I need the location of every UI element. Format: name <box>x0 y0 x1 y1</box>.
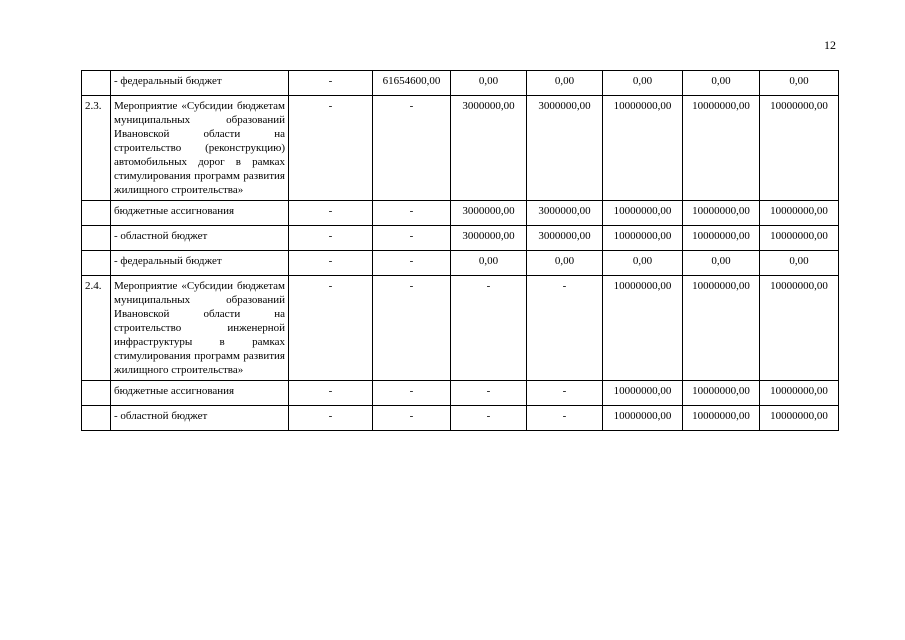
table-row <box>82 251 839 276</box>
value-cell: 10000000,00 <box>683 226 760 251</box>
value-cell: 10000000,00 <box>603 406 683 431</box>
value-cell: 10000000,00 <box>760 96 839 201</box>
value-cell: 10000000,00 <box>683 201 760 226</box>
value-cell: 0,00 <box>760 251 839 276</box>
value-cell: - <box>451 381 527 406</box>
value-cell: 3000000,00 <box>527 201 603 226</box>
budget-table <box>81 70 839 431</box>
value-cell: - <box>373 276 451 381</box>
value-cell: 61654600,00 <box>373 71 451 96</box>
value-cell: - <box>373 381 451 406</box>
value-cell: 10000000,00 <box>603 276 683 381</box>
value-cell: 10000000,00 <box>760 406 839 431</box>
row-name: Мероприятие «Субсидии бюджетам муниципальных образований Ивановской области на строительство инженерной инфраструктуры в рамках стимулирования программ развития жилищного строительства» <box>111 276 289 381</box>
value-cell: - <box>527 381 603 406</box>
row-name: Мероприятие «Субсидии бюджетам муниципальных образований Ивановской области на строительство (реконструкцию) автомобильных дорог в рамках стимулирования программ развития жилищного строительства» <box>111 96 289 201</box>
value-cell: - <box>527 276 603 381</box>
value-cell: - <box>451 406 527 431</box>
table-row <box>82 226 839 251</box>
row-name: - областной бюджет <box>111 226 289 251</box>
table-row <box>82 276 839 381</box>
value-cell: 10000000,00 <box>603 201 683 226</box>
value-cell: 0,00 <box>527 71 603 96</box>
value-cell: 10000000,00 <box>760 226 839 251</box>
row-number <box>82 381 111 406</box>
value-cell: 10000000,00 <box>603 96 683 201</box>
page-number: 12 <box>824 38 836 52</box>
row-name: - федеральный бюджет <box>111 71 289 96</box>
row-name: - федеральный бюджет <box>111 251 289 276</box>
table-row <box>82 406 839 431</box>
value-cell: - <box>373 406 451 431</box>
row-name: бюджетные ассигнования <box>111 201 289 226</box>
value-cell: - <box>289 381 373 406</box>
value-cell: 10000000,00 <box>760 381 839 406</box>
value-cell: 0,00 <box>760 71 839 96</box>
value-cell: 10000000,00 <box>603 226 683 251</box>
value-cell: 10000000,00 <box>760 201 839 226</box>
table-row <box>82 381 839 406</box>
value-cell: - <box>373 251 451 276</box>
table-row <box>82 96 839 201</box>
value-cell: 10000000,00 <box>760 276 839 381</box>
row-name: - областной бюджет <box>111 406 289 431</box>
row-number <box>82 71 111 96</box>
value-cell: 10000000,00 <box>683 406 760 431</box>
table-row <box>82 71 839 96</box>
row-number: 2.4. <box>82 276 111 381</box>
value-cell: 3000000,00 <box>451 201 527 226</box>
value-cell: 0,00 <box>527 251 603 276</box>
value-cell: 0,00 <box>683 71 760 96</box>
row-number <box>82 406 111 431</box>
value-cell: 3000000,00 <box>451 226 527 251</box>
value-cell: - <box>289 251 373 276</box>
value-cell: - <box>289 71 373 96</box>
value-cell: 0,00 <box>451 71 527 96</box>
value-cell: - <box>289 226 373 251</box>
value-cell: 10000000,00 <box>683 381 760 406</box>
value-cell: - <box>289 406 373 431</box>
value-cell: 0,00 <box>603 71 683 96</box>
row-name: бюджетные ассигнования <box>111 381 289 406</box>
value-cell: - <box>373 201 451 226</box>
row-number <box>82 226 111 251</box>
row-number <box>82 201 111 226</box>
value-cell: 3000000,00 <box>451 96 527 201</box>
value-cell: - <box>289 276 373 381</box>
row-number: 2.3. <box>82 96 111 201</box>
value-cell: 3000000,00 <box>527 96 603 201</box>
value-cell: - <box>527 406 603 431</box>
value-cell: 10000000,00 <box>603 381 683 406</box>
value-cell: - <box>451 276 527 381</box>
value-cell: - <box>289 201 373 226</box>
value-cell: 10000000,00 <box>683 276 760 381</box>
table-row <box>82 201 839 226</box>
value-cell: 10000000,00 <box>683 96 760 201</box>
table-body <box>82 71 839 431</box>
value-cell: 3000000,00 <box>527 226 603 251</box>
value-cell: - <box>373 226 451 251</box>
value-cell: - <box>373 96 451 201</box>
value-cell: 0,00 <box>603 251 683 276</box>
value-cell: 0,00 <box>683 251 760 276</box>
value-cell: 0,00 <box>451 251 527 276</box>
row-number <box>82 251 111 276</box>
value-cell: - <box>289 96 373 201</box>
